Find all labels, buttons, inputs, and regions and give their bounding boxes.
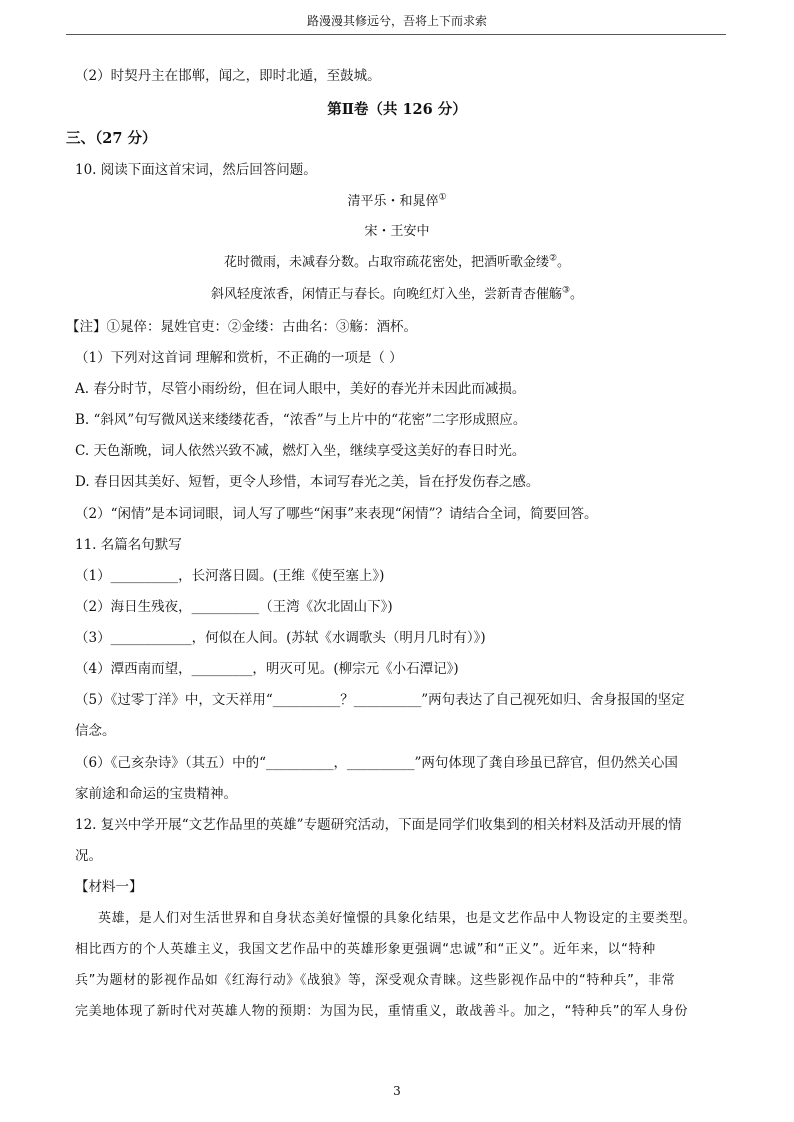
section-heading: 三、（27 分） — [66, 130, 157, 147]
page-number: 3 — [393, 1084, 401, 1098]
volume-title: 第Ⅱ卷（共 126 分） — [327, 101, 467, 118]
poem-title — [0, 193, 794, 211]
poem-line-2 — [0, 286, 794, 304]
poem-line-1-note: ② — [548, 253, 558, 264]
poem-line-1-end: 。 — [557, 255, 571, 270]
q11-stem: 11. 名篇名句默写 — [75, 537, 182, 553]
material-paragraph-line-4: 完美地体现了新时代对英雄人物的预期：为国为民，重情重义，敢战善斗。加之，“特种兵”的军人身份 — [75, 1004, 689, 1019]
option-b: B. “斜风”句写微风送来缕缕花香，“浓香”与上片中的“花密”二字形成照应。 — [75, 412, 527, 428]
poem-line-2-end: 。 — [570, 287, 584, 302]
header-divider — [66, 34, 726, 35]
material-paragraph-line-3: 兵”为题材的影视作品如《红海行动》《战狼》等，深受观众青睐。这些影视作品中的“特种兵”，非常 — [75, 973, 676, 988]
option-a: A. 春分时节，尽管小雨纷纷，但在词人眼中，美好的春光并未因此而减损。 — [75, 381, 526, 397]
previous-item-line: （2）时契丹主在邯郸，闻之，即时北遁，至鼓城。 — [75, 68, 381, 84]
q12-stem-b: 况。 — [75, 848, 102, 864]
poem-title-text: 清平乐・和晁倅 — [347, 194, 439, 209]
poem-line-2-note: ③ — [561, 285, 571, 296]
poem-line-1 — [0, 254, 794, 272]
q10-sub2: （2）“闲情”是本词词眼，词人写了哪些“闲事”来表现“闲情”？请结合全词，简要回答。 — [75, 506, 598, 522]
poem-line-1-text: 花时微雨，未减春分数。占取帘疏花密处，把酒听歌金缕 — [223, 255, 549, 270]
poem-notes: 【注】①晁倅：晁姓官吏：②金缕：古曲名：③觞：酒杯。 — [66, 319, 417, 335]
option-c: C. 天色渐晚，词人依然兴致不减，燃灯入坐，继续享受这美好的春日时光。 — [75, 443, 526, 459]
q11-line-5b: 信念。 — [75, 723, 116, 739]
q10-stem: 10. 阅读下面这首宋词，然后回答问题。 — [75, 162, 317, 178]
q11-line-2: （2）海日生残夜，__________（王湾《次北固山下》) — [75, 599, 393, 615]
material-label: 【材料一】 — [75, 879, 143, 895]
q11-line-6a: （6）《己亥杂诗》（其五）中的“__________，__________”两句体现了龚自珍虽已辞官，但仍然关心国 — [75, 755, 678, 771]
option-d: D. 春日因其美好、短暂，更令人珍惜，本词写春光之美，旨在抒发伤春之感。 — [75, 474, 540, 490]
q12-stem-a: 12. 复兴中学开展“文艺作品里的英雄”专题研究活动，下面是同学们收集到的相关材料及活动开展的情 — [75, 817, 682, 833]
poem-author: 宋・王安中 — [364, 224, 430, 239]
material-paragraph-line-2: 相比西方的个人英雄主义，我国文艺作品中的英雄形象更强调“忠诚”和“正义”。近年来，以“特种 — [75, 942, 656, 957]
q11-line-1: （1）__________，长河落日圆。(王维《使至塞上》) — [75, 568, 385, 584]
q11-line-5a: （5）《过零丁洋》中，文天祥用“__________？__________”两句表达了自己视死如归、舍身报国的坚定 — [75, 692, 685, 708]
q11-line-4: （4）潭西南而望，_________，明灭可见。(柳宗元《小石潭记》) — [75, 661, 459, 677]
q11-line-6b: 家前途和命运的宝贵精神。 — [75, 786, 237, 802]
material-paragraph-line-1: 英雄，是人们对生活世界和自身状态美好憧憬的具象化结果，也是文艺作品中人物设定的主要类型。 — [98, 911, 697, 926]
q11-line-3: （3）____________，何似在人间。(苏轼《水调歌头（明月几时有）》) — [75, 630, 486, 646]
header-motto: 路漫漫其修远兮，吾将上下而求索 — [306, 14, 487, 28]
q10-sub1: （1）下列对这首词 理解和赏析，不正确的一项是（ ） — [75, 350, 403, 366]
poem-line-2-text: 斜风轻度浓香，闲情正与春长。向晚红灯入坐，尝新青杏催觞 — [210, 287, 562, 302]
poem-title-note: ① — [438, 192, 447, 203]
